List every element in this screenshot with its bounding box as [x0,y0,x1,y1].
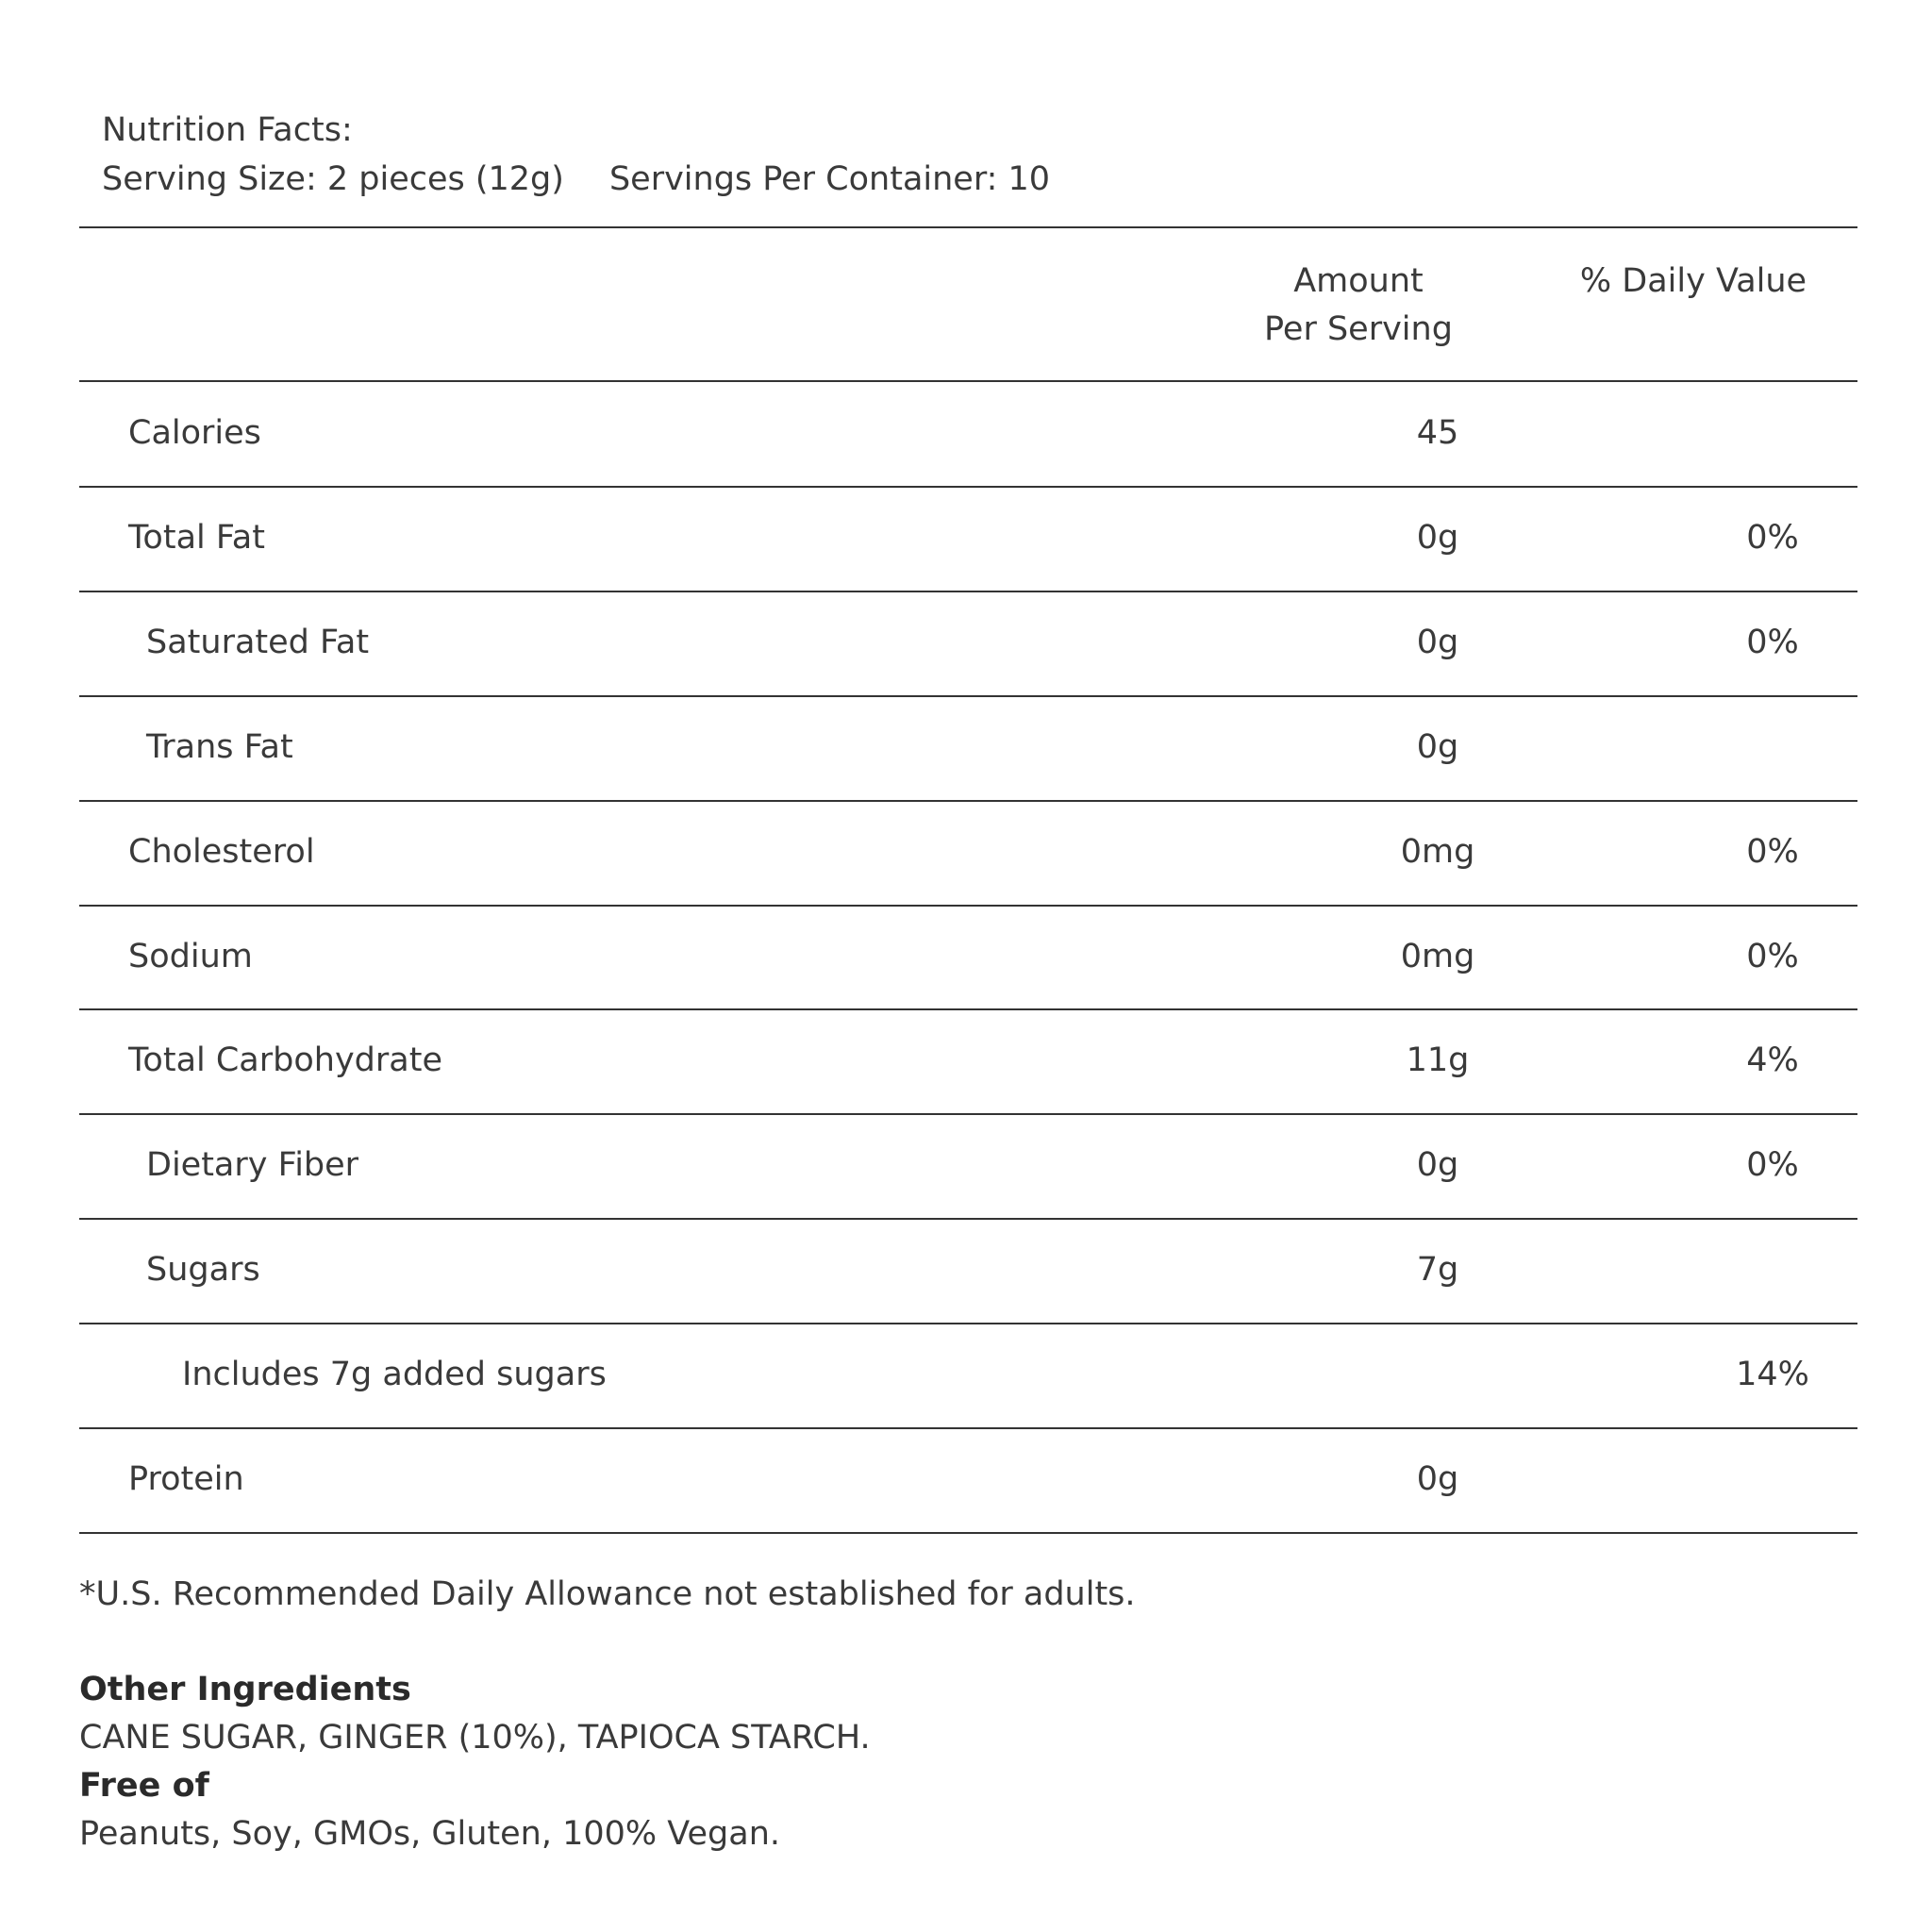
nutrition-header [102,106,1050,204]
table-row [79,1113,1857,1217]
nutrient-amount: 0g [1416,624,1459,661]
ingredients-section [79,1666,871,1858]
nutrient-amount: 11g [1406,1041,1470,1079]
nutrient-daily-value: 14% [1736,1356,1809,1393]
table-row [79,591,1857,694]
nutrient-label: Includes 7g added sugars [182,1356,607,1393]
nutrient-daily-value [1584,381,1932,485]
nutrient-label: Sodium [128,938,253,975]
nutrient-amount: 0mg [1400,938,1475,975]
table-row [79,1008,1857,1112]
nutrient-amount [1249,1323,1626,1426]
nutrient-label: Saturated Fat [146,624,370,661]
other-ingredients-text: CANE SUGAR, GINGER (10%), TAPIOCA STARCH. [79,1719,871,1757]
nutrient-amount: 0g [1416,519,1459,557]
nutrient-label: Cholesterol [128,833,315,871]
table-row [79,381,1857,485]
free-of-text: Peanuts, Soy, GMOs, Gluten, 100% Vegan. [79,1815,780,1853]
nutrient-amount: 0mg [1400,833,1475,871]
table-row [79,1427,1857,1531]
nutrient-daily-value: 0% [1746,1146,1799,1184]
other-ingredients-heading: Other Ingredients [79,1671,411,1708]
nutrition-title: Nutrition Facts: [102,111,353,149]
nutrient-label: Trans Fat [146,728,293,766]
nutrient-amount: 45 [1416,414,1459,452]
table-row [79,695,1857,799]
row-divider [79,1532,1857,1534]
column-header-amount [1170,258,1547,354]
table-top-divider [79,226,1857,228]
nutrient-label: Protein [128,1460,244,1498]
nutrient-amount: 0g [1416,1460,1459,1498]
free-of-heading: Free of [79,1767,209,1805]
nutrient-daily-value [1584,1218,1932,1322]
nutrient-amount: 0g [1416,1146,1459,1184]
nutrient-daily-value: 0% [1746,938,1799,975]
nutrient-daily-value: 0% [1746,519,1799,557]
column-header-daily-value: % Daily Value [1579,262,1807,300]
table-row [79,1218,1857,1322]
nutrient-label: Calories [128,414,261,452]
nutrient-daily-value: 0% [1746,624,1799,661]
nutrient-daily-value: 0% [1746,833,1799,871]
nutrient-label: Dietary Fiber [146,1146,359,1184]
table-row [79,1323,1857,1426]
nutrient-daily-value [1584,1427,1932,1531]
servings-per-container: Servings Per Container: 10 [608,160,1051,198]
nutrient-daily-value: 4% [1746,1041,1799,1079]
column-header-amount-line1: Amount [1293,262,1424,300]
nutrient-label: Total Fat [128,519,265,557]
footnote: *U.S. Recommended Daily Allowance not established for adults. [79,1575,1136,1613]
nutrient-amount: 7g [1416,1251,1459,1289]
nutrient-label: Sugars [146,1251,260,1289]
serving-info [102,155,1050,204]
table-row [79,486,1857,590]
nutrient-amount: 0g [1416,728,1459,766]
table-row [79,905,1857,1008]
serving-size: Serving Size: 2 pieces (12g) [102,160,564,198]
table-row [79,800,1857,904]
column-header-amount-line2: Per Serving [1264,310,1453,348]
nutrient-daily-value [1584,695,1932,799]
nutrient-label: Total Carbohydrate [128,1041,442,1079]
